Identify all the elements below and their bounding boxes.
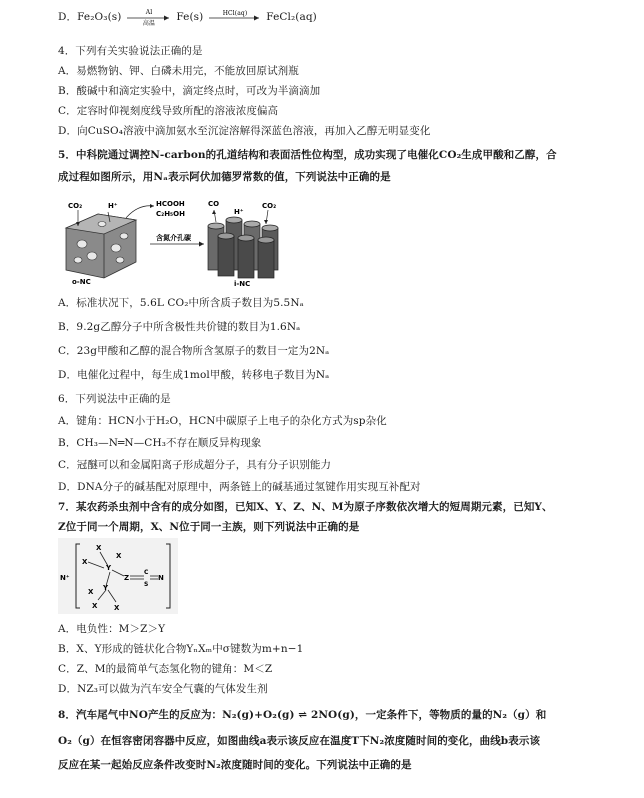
q5-stem-line2: 成过程如图所示，用Nₐ表示阿伏加德罗常数的值，下列说法中正确的是: [58, 171, 391, 183]
q7-label-x1: X: [96, 544, 102, 552]
q7-option-b: B．X、Y形成的链状化合物YₙXₘ中σ键数为m+n−1: [58, 643, 304, 655]
q6-option-d: D．DNA分子的碱基配对原理中，两条链上的碱基通过氢键作用实现互补配对: [58, 481, 421, 493]
q7-label-x6: X: [88, 588, 94, 596]
q7-label-y2: Y: [103, 584, 109, 592]
q5-option-a: A．标准状况下，5.6L CO₂中所含质子数目为5.5Nₐ: [58, 297, 304, 309]
q7-stem-line2: Z位于同一个周期，X、N位于同一主族，则下列说法中正确的是: [58, 521, 360, 533]
q4-stem: 4．下列有关实验说法正确的是: [58, 45, 203, 57]
q5-figure: [58, 196, 298, 288]
fig5-label-co2-left: CO₂: [68, 202, 83, 210]
q7-option-c: C．Z、M的最简单气态氢化物的键角：M＜Z: [58, 663, 273, 675]
fig5-label-i-nc: i-NC: [234, 280, 251, 288]
q7-option-a: A．电负性：M＞Z＞Y: [58, 623, 166, 635]
q3-d-prefix: D．Fe₂O₃(s): [58, 11, 122, 23]
q7-label-x4: X: [92, 602, 98, 610]
q7-label-x2: X: [82, 558, 88, 566]
q8-stem-line3: 反应在某一起始反应条件改变时N₂浓度随时间的变化。下列说法中正确的是: [58, 759, 412, 771]
q7-stem-line1: 7．某农药杀虫剂中含有的成分如图，已知X、Y、Z、N、M为原子序数依次增大的短周期元素，已知Y、: [58, 501, 553, 513]
q7-label-z: Z: [124, 574, 130, 582]
arrow-1-sublabel: 高温: [142, 20, 156, 26]
q6-stem: 6．下列说法中正确的是: [58, 393, 171, 405]
q8-stem-line2: O₂（g）在恒容密闭容器中反应，如图曲线a表示该反应在温度T下N₂浓度随时间的变化，曲线b表示该: [58, 735, 541, 747]
q6-option-b: B．CH₃—N═N—CH₃不存在顺反异构现象: [58, 437, 262, 449]
q3-d-end: FeCl₂(aq): [266, 11, 317, 23]
q7-label-n: N: [158, 574, 164, 582]
fig5-label-co: CO: [208, 200, 220, 208]
q4-option-d: D．向CuSO₄溶液中滴加氨水至沉淀溶解得深蓝色溶液，再加入乙醇无明显变化: [58, 125, 431, 137]
o-nc-block: [66, 214, 136, 278]
q4-option-a: A．易燃物钠、钾、白磷未用完，不能放回原试剂瓶: [58, 65, 299, 77]
reaction-arrow-2: [207, 8, 263, 26]
q5-option-c: C．23g甲酸和乙醇的混合物所含氢原子的数目一定为2Nₐ: [58, 345, 330, 357]
q8-stem-line1: 8．汽车尾气中NO产生的反应为：N₂(g)+O₂(g) ⇌ 2NO(g)，一定条件下，等物质的量的N₂（g）和: [58, 709, 547, 721]
q7-label-s: S: [144, 581, 149, 588]
fig5-label-co2-right: CO₂: [262, 202, 277, 210]
q4-option-b: B．酸碱中和滴定实验中，滴定终点时，可改为半滴滴加: [58, 85, 321, 97]
fig5-label-mesoporous-carbon: 含氮介孔碳: [156, 234, 191, 242]
q3-d-mid: Fe(s): [176, 11, 204, 23]
q5-option-b: B．9.2g乙醇分子中所含极性共价键的数目为1.6Nₐ: [58, 321, 301, 333]
reaction-arrow-1: [125, 8, 173, 26]
q6-option-a: A．键角：HCN小于H₂O，HCN中碳原子上电子的杂化方式为sp杂化: [58, 415, 387, 427]
fig5-label-h-right: H⁺: [234, 208, 244, 216]
arrow-2-label: HCl(aq): [222, 10, 248, 17]
q6-option-c: C．冠醚可以和金属阳离子形成超分子，具有分子识别能力: [58, 459, 332, 471]
q5-option-d: D．电催化过程中，每生成1mol甲酸，转移电子数目为Nₐ: [58, 369, 330, 381]
fig5-label-h-left: H⁺: [108, 202, 118, 210]
q5-stem-line1: 5．中科院通过调控N-carbon的孔道结构和表面活性位构型，成功实现了电催化CO₂生成甲酸和乙醇，合: [58, 149, 557, 161]
q3-option-d: [58, 8, 317, 26]
arrow-1-label: Al: [145, 9, 153, 16]
fig5-label-ethanol: C₂H₅OH: [156, 210, 185, 218]
fig5-label-hcooh: HCOOH: [156, 200, 185, 208]
fig5-label-o-nc: o-NC: [72, 278, 91, 286]
q7-label-x5: X: [114, 604, 120, 612]
q7-label-c: C: [144, 569, 149, 576]
q7-structure-figure: [58, 538, 178, 614]
q4-option-c: C．定容时仰视刻度线导致所配的溶液浓度偏高: [58, 105, 279, 117]
q7-option-d: D．NZ₃可以做为汽车安全气囊的气体发生剂: [58, 683, 268, 695]
q7-label-y1: Y: [106, 564, 112, 572]
q7-label-n-plus: N⁺: [60, 574, 70, 582]
q7-label-x3: X: [116, 552, 122, 560]
i-nc-cylinders: [208, 217, 278, 278]
